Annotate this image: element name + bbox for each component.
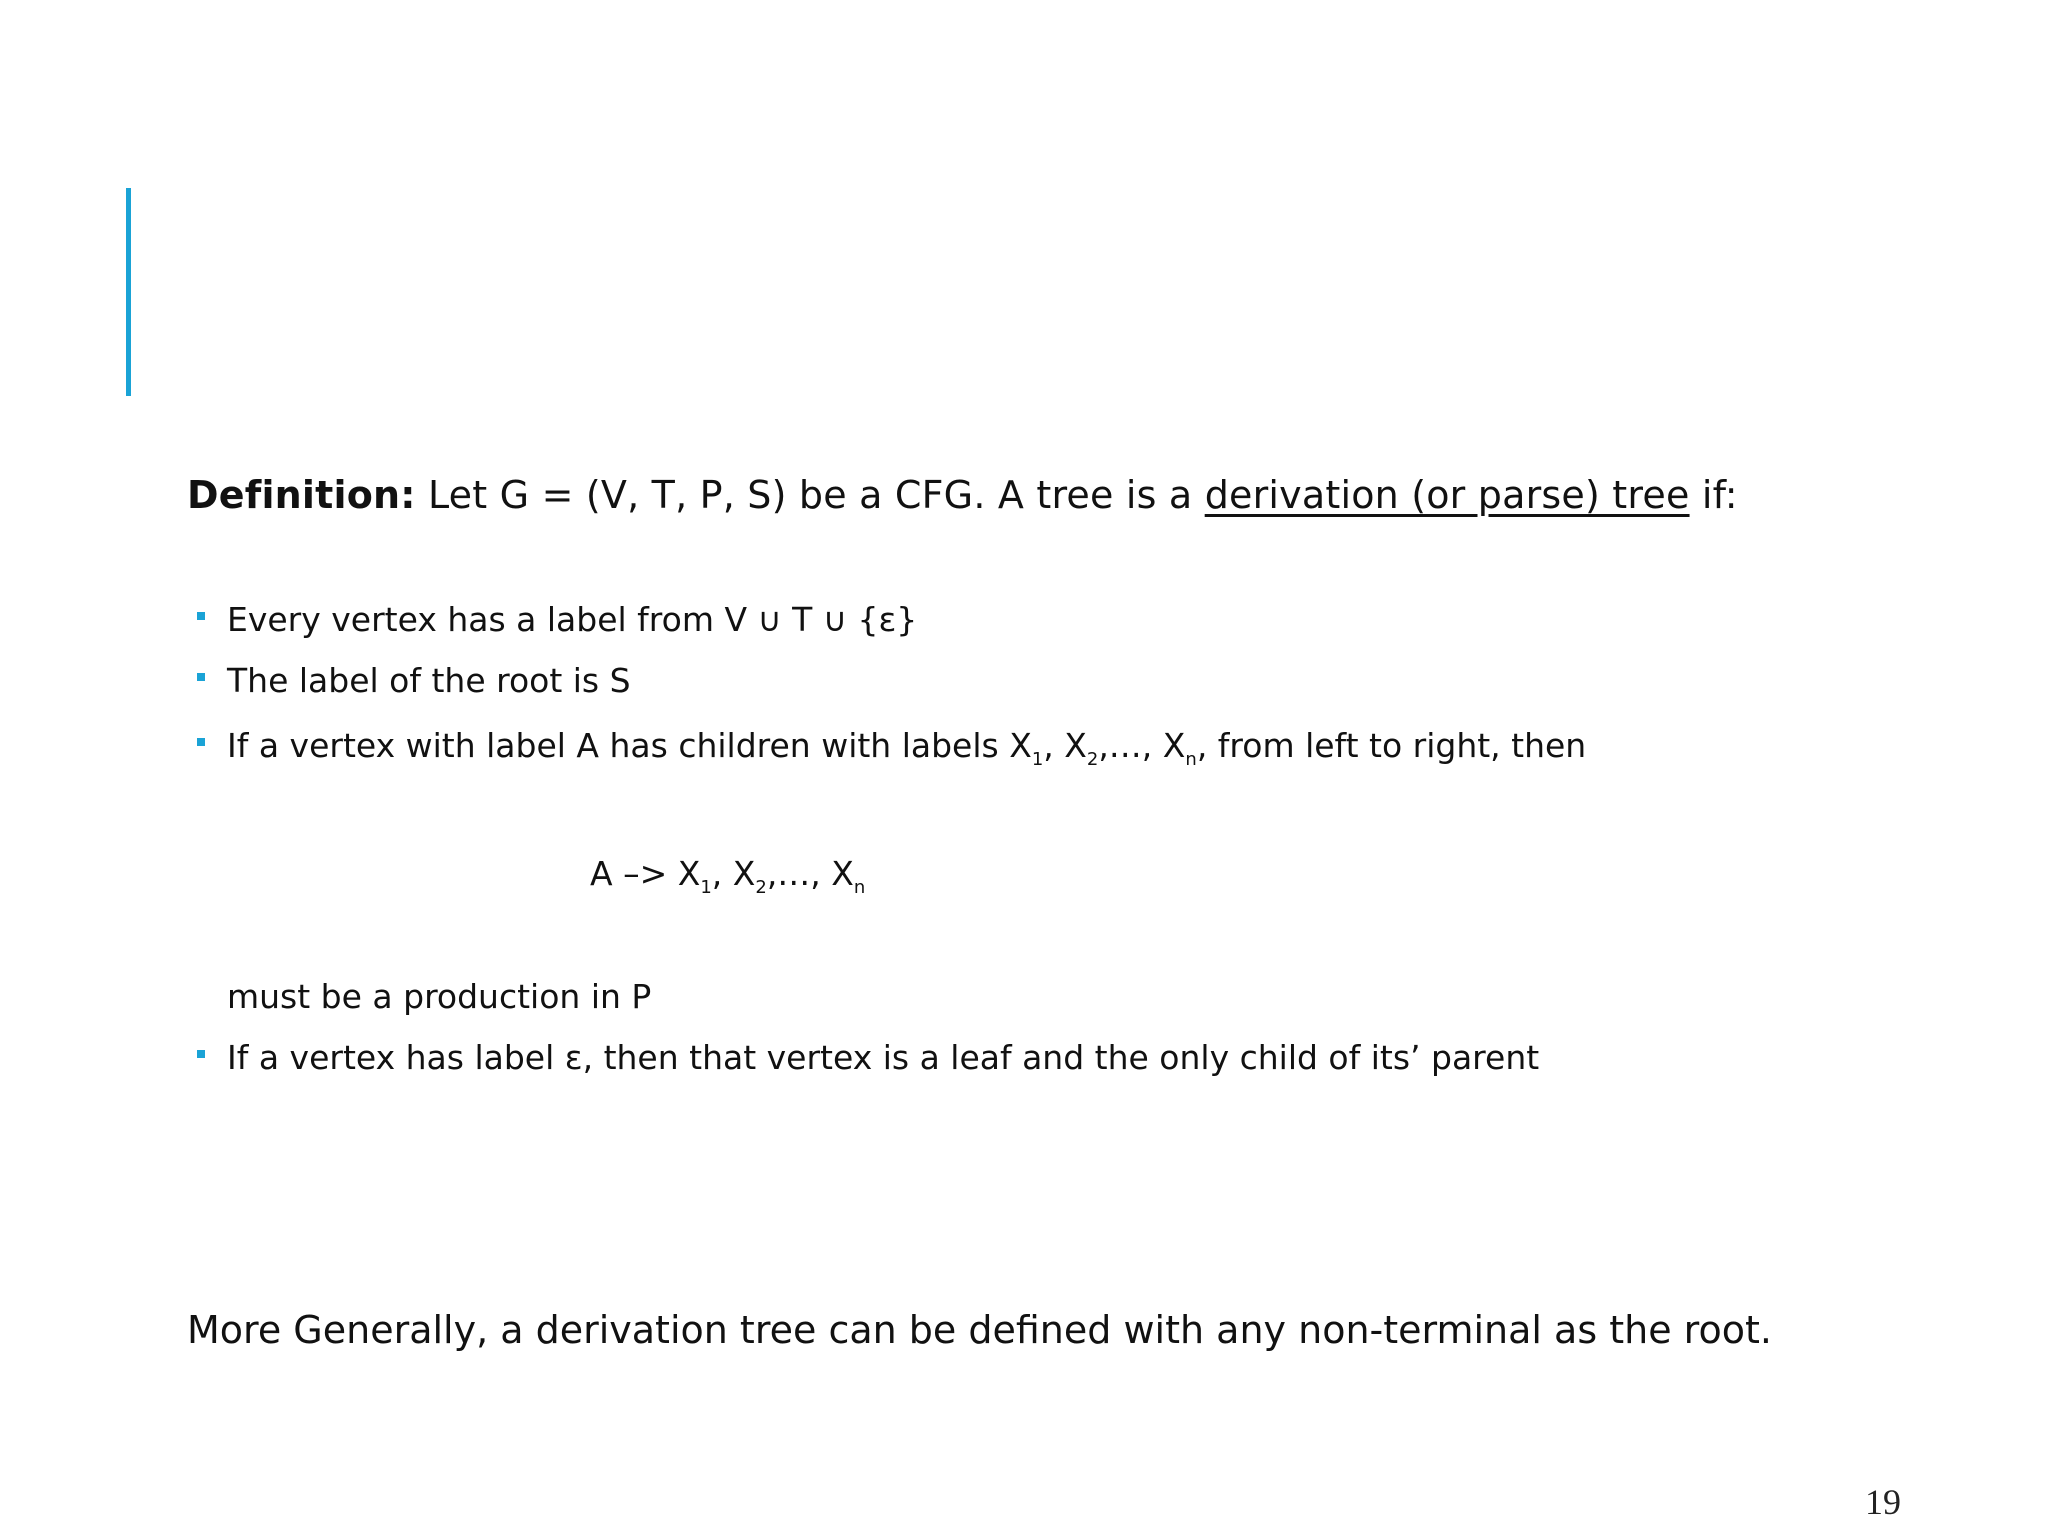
page-number: 19 xyxy=(1865,1482,1901,1522)
bullet-marker xyxy=(197,738,205,746)
definition-text-before: Let G = (V, T, P, S) be a CFG. A tree is a xyxy=(415,473,1205,517)
condition-epsilon-leaf: If a vertex has label ε, then that vertex is a leaf and the only child of its’ parent xyxy=(227,1038,1540,1077)
generalization-note: More Generally, a derivation tree can be defined with any non-terminal as the root. xyxy=(187,1308,1772,1352)
definition-text-after: if: xyxy=(1689,473,1738,517)
bullet-marker xyxy=(197,673,205,681)
bullet-marker xyxy=(197,1050,205,1058)
condition-root-label: The label of the root is S xyxy=(227,661,631,700)
condition-children-labels: If a vertex with label A has children with labels $X_1$, $X_2,\dots$, $X_n$, from left to right, then xyxy=(227,726,1587,770)
title-accent-bar xyxy=(126,188,131,396)
production-rule: $A -> X_1$, $X_2,\dots$, $X_n$ xyxy=(590,854,866,898)
bullet-marker xyxy=(197,612,205,620)
definition-term: derivation (or parse) tree xyxy=(1204,473,1690,517)
condition-continuation: must be a production in P xyxy=(227,977,652,1016)
definition-label: Definition: xyxy=(187,473,416,517)
condition-vertex-label: Every vertex has a label from V ∪ T ∪ {ε} xyxy=(227,600,918,639)
definition-statement xyxy=(187,470,1738,520)
